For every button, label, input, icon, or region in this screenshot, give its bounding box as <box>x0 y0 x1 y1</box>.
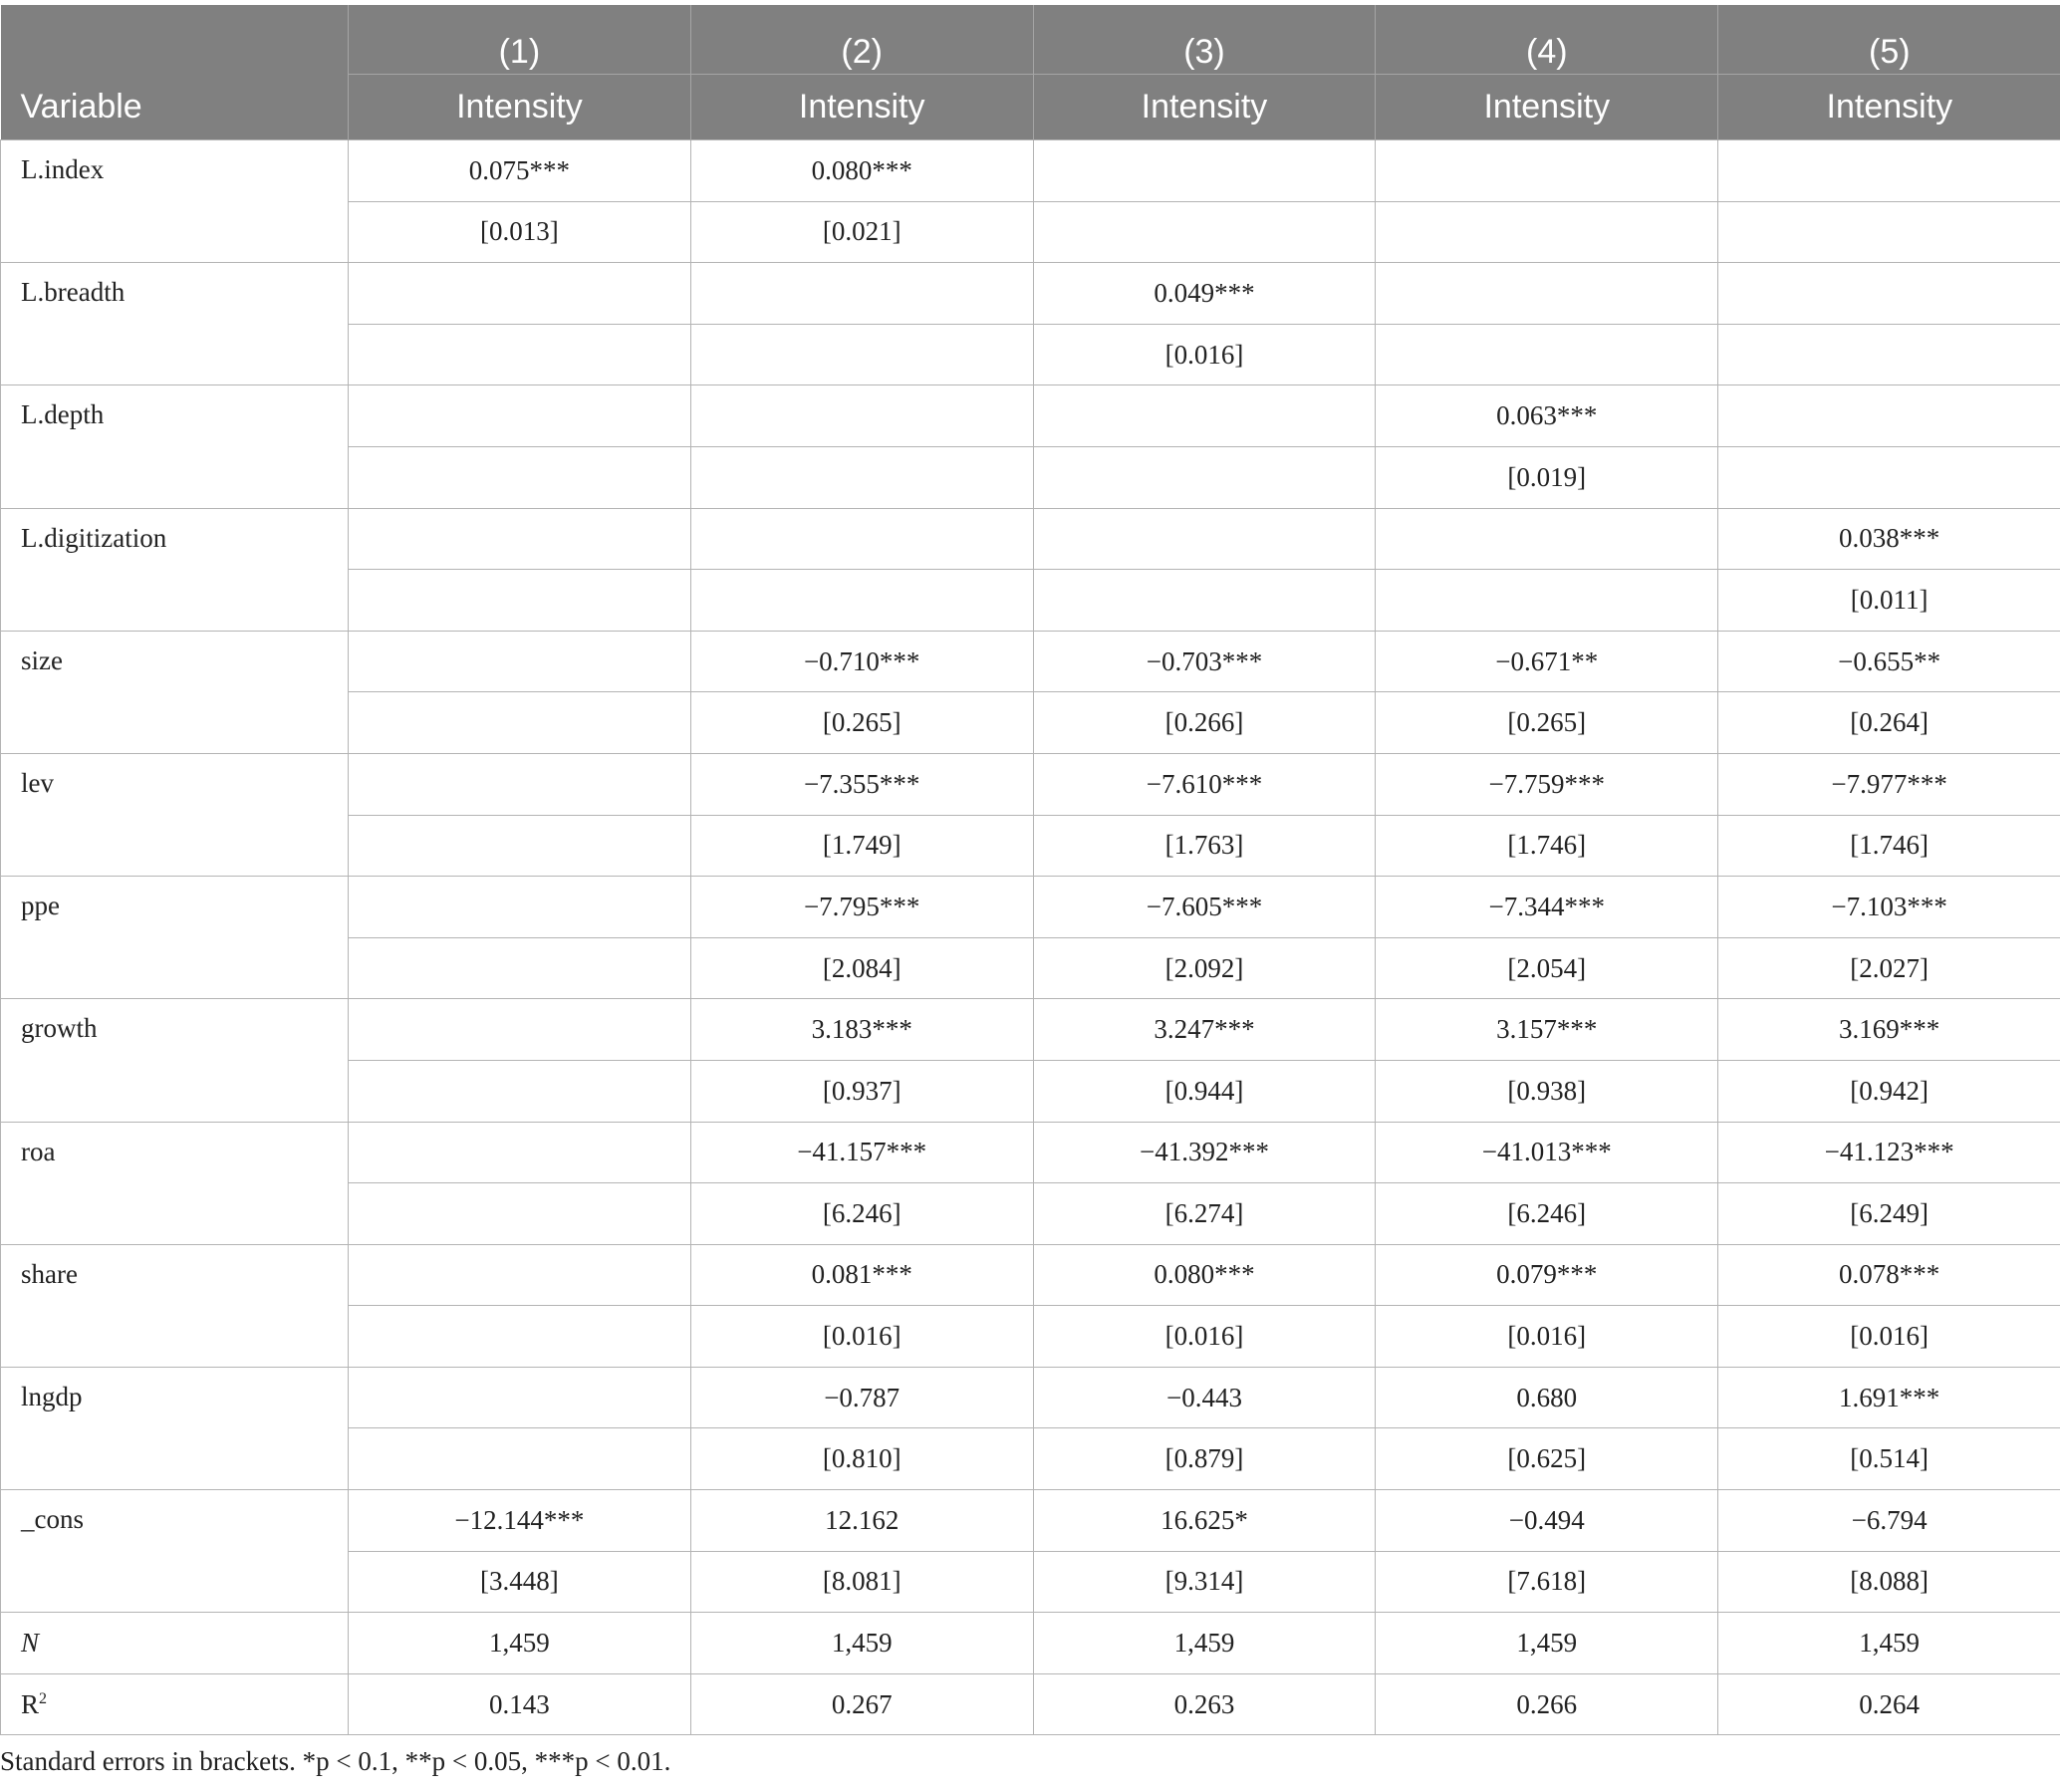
coef-cell <box>1718 140 2060 202</box>
coef-row <box>1 1244 2060 1306</box>
table-footnote <box>0 1746 670 1777</box>
coef-cell: −41.392*** <box>1033 1122 1376 1183</box>
header-dep-var: Intensity <box>349 75 691 140</box>
coef-cell: −0.703*** <box>1033 631 1376 692</box>
coef-cell: 1.691*** <box>1718 1367 2060 1428</box>
stat-cell: 0.263 <box>1033 1673 1376 1735</box>
coef-cell: 0.081*** <box>690 1244 1033 1306</box>
header-row-depvars <box>1 75 2060 140</box>
coef-cell <box>349 385 691 447</box>
regression-table <box>0 5 2060 1735</box>
stat-cell: 0.267 <box>690 1673 1033 1735</box>
coef-cell: 0.075*** <box>349 140 691 202</box>
coef-row <box>1 385 2060 447</box>
se-cell: [2.092] <box>1033 937 1376 999</box>
stat-cell: 0.264 <box>1718 1673 2060 1735</box>
coef-row <box>1 1490 2060 1552</box>
header-dep-var: Intensity <box>690 75 1033 140</box>
coef-cell <box>349 263 691 325</box>
se-cell: [0.021] <box>690 201 1033 263</box>
se-cell <box>349 1306 691 1368</box>
se-cell: [2.054] <box>1376 937 1718 999</box>
header-number: (4) <box>1376 5 1718 75</box>
coef-cell: 0.078*** <box>1718 1244 2060 1306</box>
variable-name: ppe <box>1 877 349 999</box>
coef-row <box>1 877 2060 938</box>
coef-cell: −41.157*** <box>690 1122 1033 1183</box>
se-cell <box>1718 201 2060 263</box>
coef-cell <box>1718 385 2060 447</box>
se-cell <box>690 446 1033 508</box>
se-cell: [1.763] <box>1033 815 1376 877</box>
se-cell: [6.246] <box>690 1183 1033 1245</box>
coef-cell: 0.038*** <box>1718 508 2060 570</box>
coef-cell <box>349 631 691 692</box>
coef-cell <box>1033 508 1376 570</box>
se-cell <box>349 1428 691 1490</box>
coef-cell <box>690 385 1033 447</box>
se-cell: [7.618] <box>1376 1551 1718 1613</box>
header-number: (5) <box>1718 5 2060 75</box>
stat-cell: 0.143 <box>349 1673 691 1735</box>
coef-cell <box>349 877 691 938</box>
se-cell <box>349 446 691 508</box>
se-cell: [0.016] <box>1033 324 1376 385</box>
se-cell: [0.019] <box>1376 446 1718 508</box>
coef-row <box>1 753 2060 815</box>
se-cell: [0.013] <box>349 201 691 263</box>
stat-label: N <box>21 1628 40 1659</box>
stat-row <box>1 1673 2060 1735</box>
variable-name: L.depth <box>1 385 349 508</box>
se-cell <box>1376 201 1718 263</box>
coef-cell: 16.625* <box>1033 1490 1376 1552</box>
se-cell: [0.625] <box>1376 1428 1718 1490</box>
header-number: (2) <box>690 5 1033 75</box>
se-cell: [0.266] <box>1033 692 1376 754</box>
se-cell: [0.514] <box>1718 1428 2060 1490</box>
se-cell <box>1376 570 1718 632</box>
coef-cell <box>349 1244 691 1306</box>
stat-name <box>1 1613 349 1674</box>
header-dep-var: Intensity <box>1718 75 2060 140</box>
se-cell: [0.011] <box>1718 570 2060 632</box>
se-cell: [9.314] <box>1033 1551 1376 1613</box>
coef-cell <box>349 999 691 1061</box>
se-cell: [0.016] <box>1376 1306 1718 1368</box>
se-cell <box>690 570 1033 632</box>
se-cell <box>1718 446 2060 508</box>
coef-cell <box>349 753 691 815</box>
coef-cell <box>1376 263 1718 325</box>
coef-cell: 0.079*** <box>1376 1244 1718 1306</box>
se-cell <box>349 1060 691 1122</box>
coef-cell: −0.787 <box>690 1367 1033 1428</box>
coef-cell: 0.080*** <box>1033 1244 1376 1306</box>
se-cell <box>349 815 691 877</box>
se-cell <box>349 692 691 754</box>
stat-cell: 1,459 <box>1376 1613 1718 1674</box>
coef-cell <box>349 1367 691 1428</box>
coef-cell <box>1033 140 1376 202</box>
regression-table-container <box>0 5 2060 1735</box>
stat-name <box>1 1673 349 1735</box>
variable-name: L.breadth <box>1 263 349 385</box>
coef-cell: −12.144*** <box>349 1490 691 1552</box>
coef-cell: −7.103*** <box>1718 877 2060 938</box>
se-cell: [0.938] <box>1376 1060 1718 1122</box>
se-cell: [0.942] <box>1718 1060 2060 1122</box>
variable-name: size <box>1 631 349 753</box>
se-cell: [0.264] <box>1718 692 2060 754</box>
coef-row <box>1 1122 2060 1183</box>
coef-cell: −0.710*** <box>690 631 1033 692</box>
coef-cell <box>1718 263 2060 325</box>
se-cell: [6.246] <box>1376 1183 1718 1245</box>
coef-cell: 3.247*** <box>1033 999 1376 1061</box>
coef-cell: −0.494 <box>1376 1490 1718 1552</box>
se-cell <box>349 324 691 385</box>
variable-name: share <box>1 1244 349 1367</box>
se-cell <box>1718 324 2060 385</box>
se-cell: [8.088] <box>1718 1551 2060 1613</box>
coef-cell: −7.605*** <box>1033 877 1376 938</box>
se-cell: [0.944] <box>1033 1060 1376 1122</box>
se-cell: [0.016] <box>690 1306 1033 1368</box>
variable-name: lev <box>1 753 349 876</box>
coef-row <box>1 631 2060 692</box>
coef-cell <box>349 1122 691 1183</box>
stat-row <box>1 1613 2060 1674</box>
variable-name: _cons <box>1 1490 349 1613</box>
coef-cell: 0.049*** <box>1033 263 1376 325</box>
coef-cell: 0.063*** <box>1376 385 1718 447</box>
coef-cell: 3.183*** <box>690 999 1033 1061</box>
se-cell <box>1376 324 1718 385</box>
coef-cell: −7.344*** <box>1376 877 1718 938</box>
footnote-text: Standard errors in brackets. *p < 0.1, **p < 0.05, ***p < 0.01. <box>0 1746 671 1776</box>
se-cell <box>690 324 1033 385</box>
stat-cell: 1,459 <box>1718 1613 2060 1674</box>
stat-superscript: 2 <box>39 1689 48 1707</box>
header-variable-label: Variable <box>1 75 349 140</box>
header-dep-var: Intensity <box>1376 75 1718 140</box>
coef-cell <box>349 508 691 570</box>
header-dep-var: Intensity <box>1033 75 1376 140</box>
coef-cell <box>690 263 1033 325</box>
coef-cell: 0.680 <box>1376 1367 1718 1428</box>
variable-name: L.index <box>1 140 349 263</box>
coef-cell <box>1033 385 1376 447</box>
coef-row <box>1 508 2060 570</box>
se-cell: [1.746] <box>1718 815 2060 877</box>
se-cell: [6.249] <box>1718 1183 2060 1245</box>
header-number: (3) <box>1033 5 1376 75</box>
coef-cell: −7.610*** <box>1033 753 1376 815</box>
coef-cell: −41.123*** <box>1718 1122 2060 1183</box>
se-cell <box>349 1183 691 1245</box>
coef-cell: −7.759*** <box>1376 753 1718 815</box>
coef-cell <box>1376 140 1718 202</box>
coef-cell <box>1376 508 1718 570</box>
coef-row <box>1 140 2060 202</box>
coef-cell: −0.443 <box>1033 1367 1376 1428</box>
se-cell: [0.265] <box>1376 692 1718 754</box>
se-cell: [8.081] <box>690 1551 1033 1613</box>
coef-row <box>1 263 2060 325</box>
coef-row <box>1 999 2060 1061</box>
se-cell: [1.749] <box>690 815 1033 877</box>
se-cell: [0.810] <box>690 1428 1033 1490</box>
variable-name: L.digitization <box>1 508 349 631</box>
se-cell <box>1033 570 1376 632</box>
coef-cell <box>690 508 1033 570</box>
coef-cell: −7.977*** <box>1718 753 2060 815</box>
se-cell: [0.016] <box>1718 1306 2060 1368</box>
header-number: (1) <box>349 5 691 75</box>
se-cell: [0.937] <box>690 1060 1033 1122</box>
se-cell: [0.016] <box>1033 1306 1376 1368</box>
header-corner <box>1 5 349 75</box>
se-cell: [2.027] <box>1718 937 2060 999</box>
se-cell <box>349 937 691 999</box>
stat-cell: 0.266 <box>1376 1673 1718 1735</box>
stat-cell: 1,459 <box>690 1613 1033 1674</box>
stat-cell: 1,459 <box>1033 1613 1376 1674</box>
coef-cell: 3.169*** <box>1718 999 2060 1061</box>
coef-cell: −0.655** <box>1718 631 2060 692</box>
coef-cell: 3.157*** <box>1376 999 1718 1061</box>
coef-cell: 0.080*** <box>690 140 1033 202</box>
coef-cell: 12.162 <box>690 1490 1033 1552</box>
se-cell: [6.274] <box>1033 1183 1376 1245</box>
table-header <box>1 5 2060 140</box>
se-cell <box>1033 446 1376 508</box>
header-row-numbers <box>1 5 2060 75</box>
se-cell: [3.448] <box>349 1551 691 1613</box>
coef-cell: −0.671** <box>1376 631 1718 692</box>
se-cell: [0.265] <box>690 692 1033 754</box>
variable-name: growth <box>1 999 349 1122</box>
se-cell: [0.879] <box>1033 1428 1376 1490</box>
stat-cell: 1,459 <box>349 1613 691 1674</box>
coef-cell: −7.355*** <box>690 753 1033 815</box>
coef-cell: −7.795*** <box>690 877 1033 938</box>
table-body <box>1 140 2060 1735</box>
stat-label: R <box>21 1688 40 1719</box>
variable-name: roa <box>1 1122 349 1244</box>
se-cell: [2.084] <box>690 937 1033 999</box>
coef-cell: −41.013*** <box>1376 1122 1718 1183</box>
se-cell <box>1033 201 1376 263</box>
se-cell <box>349 570 691 632</box>
coef-cell: −6.794 <box>1718 1490 2060 1552</box>
variable-name: lngdp <box>1 1367 349 1489</box>
coef-row <box>1 1367 2060 1428</box>
se-cell: [1.746] <box>1376 815 1718 877</box>
